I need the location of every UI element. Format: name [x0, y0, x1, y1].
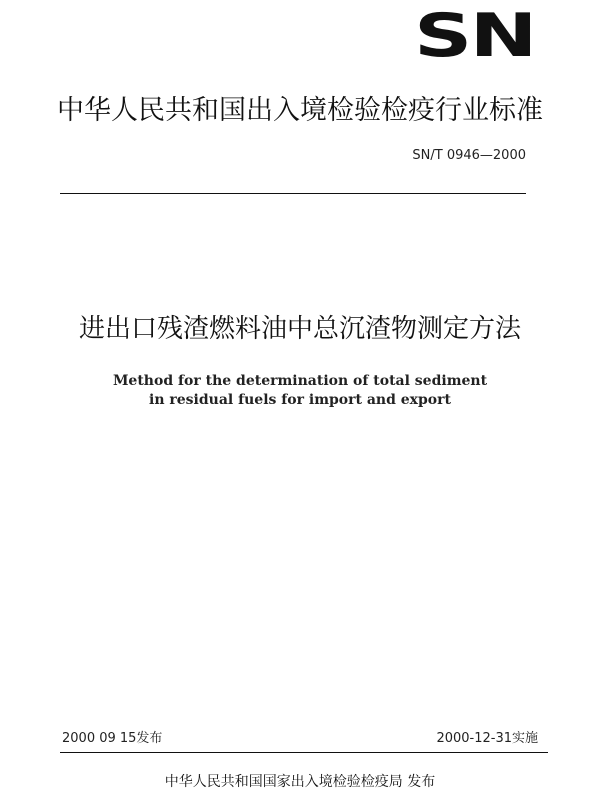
english-title [0, 372, 600, 410]
issue-date: 2000 09 15发布 [62, 731, 163, 746]
issuing-body-title: 中华人民共和国出入境检验检疫行业标准 [57, 95, 543, 126]
implementation-date: 2000-12-31实施 [436, 731, 538, 746]
bottom-divider [60, 752, 548, 753]
top-divider [60, 193, 526, 194]
english-title-line-1: Method for the determination of total sediment [112, 373, 488, 389]
sn-logo: SN [414, 1, 535, 71]
chinese-title: 进出口残渣燃料油中总沉渣物测定方法 [78, 314, 521, 344]
standard-number: SN/T 0946—2000 [412, 148, 526, 163]
english-title-line-2: in residual fuels for import and export [149, 392, 451, 408]
publisher: 中华人民共和国国家出入境检验检疫局 发布 [164, 774, 436, 790]
